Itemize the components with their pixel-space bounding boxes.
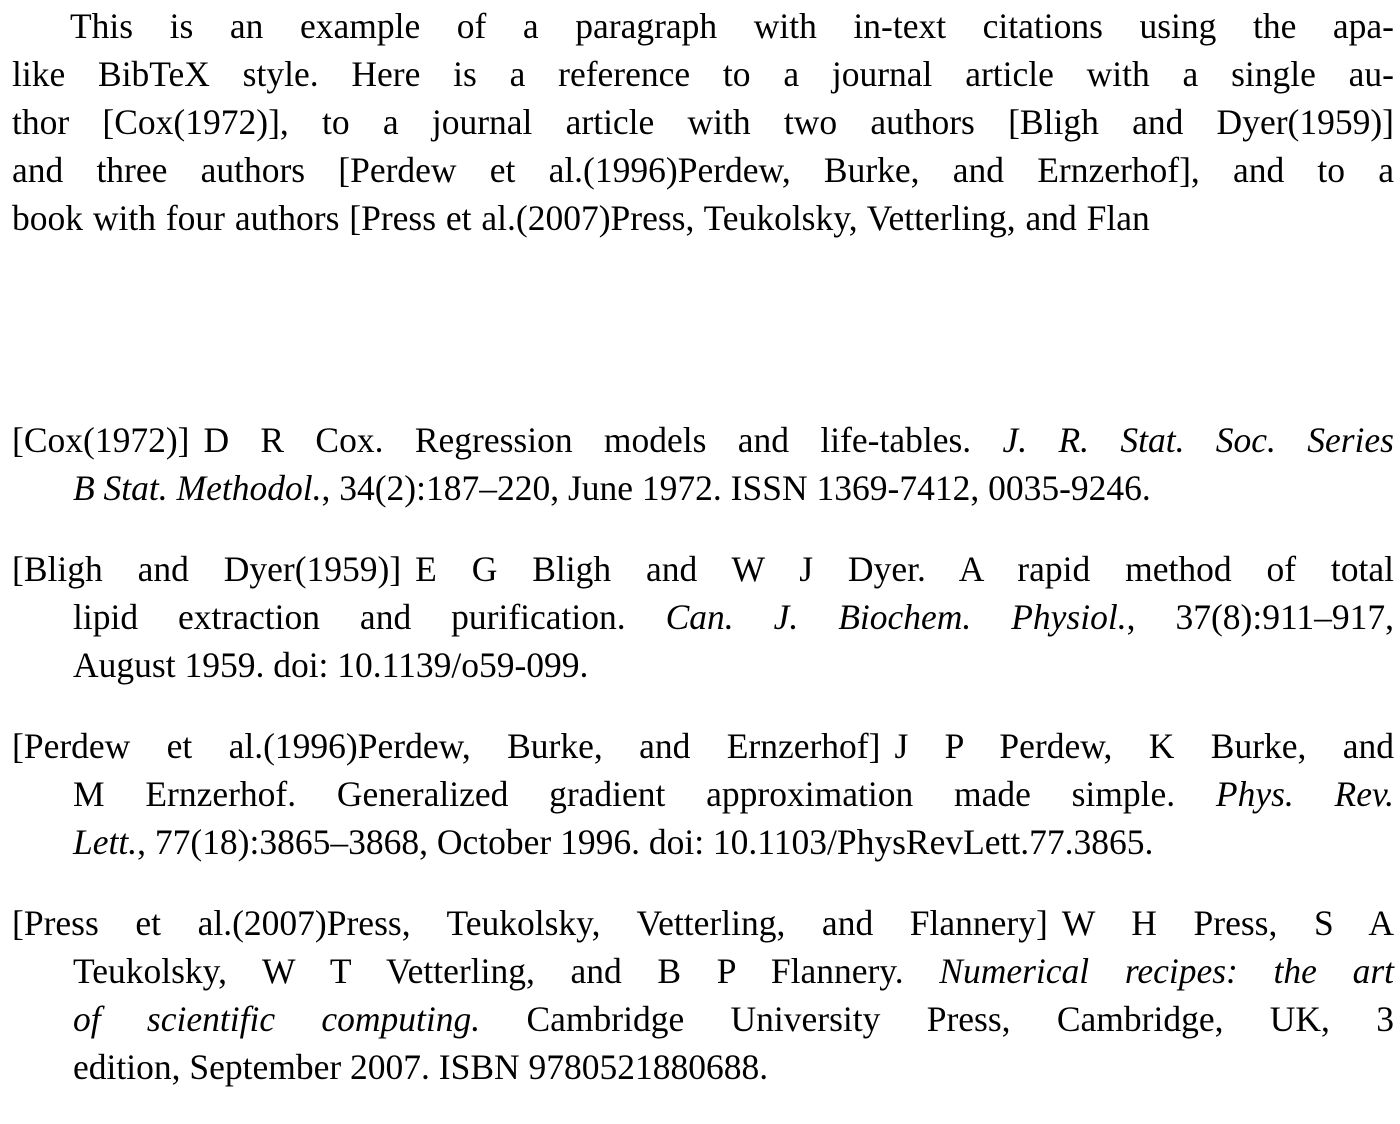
bib-line (12, 416, 1394, 464)
bib-authors: W H Press, S A (1061, 903, 1394, 943)
bib-line (12, 464, 1394, 512)
paragraph-line: book with four authors [Press et al.(2007)Press, Teukolsky, Vetterling, and Flan (12, 198, 1150, 238)
paragraph-line: and three authors [Perdew et al.(1996)Perdew, Burke, and Ernzerhof], and to a (12, 150, 1394, 190)
bibliography (12, 416, 1394, 1124)
bib-line (12, 995, 1394, 1043)
bib-label: [Perdew et al.(1996)Perdew, Burke, and Ernzerhof] (12, 726, 881, 766)
bib-journal: Can. J. Biochem. Physiol. (665, 597, 1127, 637)
bib-journal: Lett. (73, 822, 138, 862)
bib-journal: B Stat. Methodol. (73, 468, 322, 508)
bib-authors: J P Perdew, K Burke, and (894, 726, 1394, 766)
bib-entry-press-2007 (12, 899, 1394, 1091)
bib-label: [Cox(1972)] (12, 420, 190, 460)
paragraph-line: This is an example of a paragraph with in-text citations using the apa- (70, 6, 1394, 46)
bib-line (12, 593, 1394, 641)
bib-details: , 37(8):911–917, (1126, 597, 1395, 637)
bib-line (12, 770, 1394, 818)
bib-authors: Teukolsky, W T Vetterling, and B P Flannery. (73, 951, 904, 991)
paragraph-line: thor [Cox(1972)], to a journal article with two authors [Bligh and Dyer(1959)] (12, 102, 1394, 142)
bib-line (12, 818, 1394, 866)
bib-book-title: Numerical recipes: the art (939, 951, 1394, 991)
bib-line (12, 722, 1394, 770)
bib-line (12, 641, 1394, 689)
bib-line (12, 545, 1394, 593)
bib-label: [Bligh and Dyer(1959)] (12, 549, 402, 589)
paragraph-line: like BibTeX style. Here is a reference to a journal article with a single au- (12, 54, 1394, 94)
bib-details: , 77(18):3865–3868, October 1996. doi: 10.1103/PhysRevLett.77.3865. (137, 822, 1154, 862)
bib-journal: Phys. Rev. (1215, 774, 1394, 814)
bib-line (12, 947, 1394, 995)
bib-details: , 34(2):187–220, June 1972. ISSN 1369-7412, 0035-9246. (321, 468, 1151, 508)
bib-authors-title: D R Cox. Regression models and life-tables. (203, 420, 972, 460)
bib-entry-perdew-1996 (12, 722, 1394, 866)
bib-title: M Ernzerhof. Generalized gradient approximation made simple. (73, 774, 1176, 814)
bib-label: [Press et al.(2007)Press, Teukolsky, Vetterling, and Flannery] (12, 903, 1048, 943)
bib-line (12, 899, 1394, 947)
bib-date-doi: August 1959. doi: 10.1139/o59-099. (73, 645, 589, 685)
bib-book-title: of scientific computing. (73, 999, 481, 1039)
bib-entry-bligh-dyer-1959 (12, 545, 1394, 689)
bib-entry-cox-1972 (12, 416, 1394, 512)
bib-journal: J. R. Stat. Soc. Series (1002, 420, 1394, 460)
bib-line (12, 1043, 1394, 1091)
bib-title: lipid extraction and purification. (73, 597, 626, 637)
bib-edition-isbn: edition, September 2007. ISBN 9780521880688. (73, 1047, 769, 1087)
body-paragraph (12, 2, 1394, 242)
bib-publisher: Cambridge University Press, Cambridge, UK, 3 (526, 999, 1394, 1039)
bib-authors-title: E G Bligh and W J Dyer. A rapid method of total (415, 549, 1394, 589)
